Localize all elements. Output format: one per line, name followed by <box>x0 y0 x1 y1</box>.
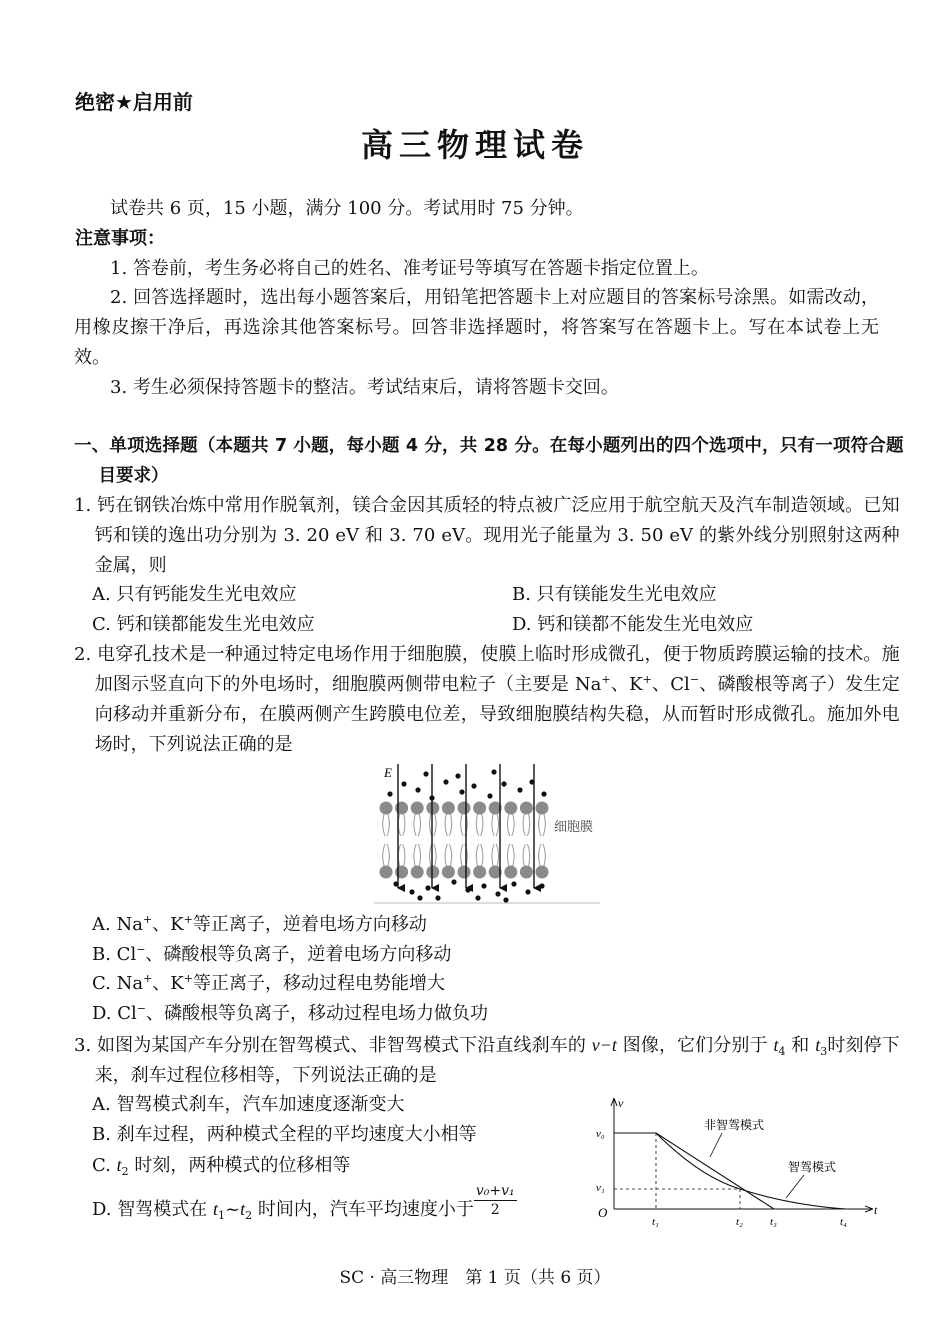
q1-option-a: A. 只有钙能发生光电效应 <box>92 584 297 605</box>
notes-heading: 注意事项： <box>75 228 165 249</box>
y-axis-label: v <box>618 1096 624 1110</box>
ion-dot <box>491 769 496 774</box>
lipid-head-bottom <box>426 866 439 879</box>
membrane-label: 细胞膜 <box>554 820 594 835</box>
page-footer: SC · 高三物理 第 1 页（共 6 页） <box>339 1268 611 1288</box>
lipid-head-top <box>536 802 549 815</box>
lipid-head-bottom <box>520 866 533 879</box>
x-tick-t1: t₁ <box>652 1216 659 1228</box>
q2-option-d: D. Cl−、磷酸根等负离子，移动过程电场力做负功 <box>92 1002 488 1024</box>
section-heading: 一、单项选择题（本题共 7 小题，每小题 4 分，共 28 分。在每小题列出的四个选项中，只有一项符合题目要求） <box>74 436 904 486</box>
ion-dot <box>409 889 414 894</box>
q2-option-c: C. Na+、K+等正离子，移动过程电势能增大 <box>92 972 445 994</box>
ion-dot <box>481 883 486 888</box>
ion-dot <box>475 895 480 900</box>
lipid-bilayer <box>380 802 549 879</box>
ion-dot <box>465 887 470 892</box>
ion-dot <box>539 883 544 888</box>
lipid-head-bottom <box>458 866 471 879</box>
q2-option-b: B. Cl−、磷酸根等负离子，逆着电场方向移动 <box>92 943 452 965</box>
ion-dot <box>435 895 440 900</box>
lipid-head-top <box>380 802 393 815</box>
ion-dot <box>525 889 530 894</box>
lipid-head-top <box>411 802 424 815</box>
lipid-head-bottom <box>536 866 549 879</box>
note-item-2: 2. 回答选择题时，选出每小题答案后，用铅笔把答题卡上对应题目的答案标号涂黑。如需改动，用橡皮擦干净后，再选涂其他答案标号。回答非选择题时，将答案写在答题卡上。写在本试卷上无效。 <box>74 287 879 368</box>
ion-dot <box>443 779 448 784</box>
vt-graph <box>590 1093 890 1233</box>
lipid-head-top <box>520 802 533 815</box>
x-tick-t2: t₂ <box>736 1216 743 1228</box>
lipid-head-bottom <box>380 866 393 879</box>
ion-dot <box>459 789 464 794</box>
lipid-head-top <box>442 802 455 815</box>
cell-membrane-figure <box>374 760 614 908</box>
q3-option-b: B. 刹车过程，两种模式全程的平均速度大小相等 <box>92 1124 477 1145</box>
lipid-head-bottom <box>395 866 408 879</box>
x-axis-label: t <box>874 1203 878 1217</box>
ion-dot <box>471 783 476 788</box>
confidential-label: 绝密★启用前 <box>75 90 193 114</box>
lipid-head-bottom <box>411 866 424 879</box>
series-label-non-smart: 非智驾模式 <box>704 1118 765 1132</box>
ion-dot <box>503 897 508 902</box>
lipid-head-top <box>504 802 517 815</box>
ion-dot <box>417 895 422 900</box>
q3-option-d: D. 智驾模式在 $t_1\sim t_2$ 时间内，汽车平均速度小于 $\frac{\text{v₀+v₁}}{2}$ <box>92 1182 515 1222</box>
q1-option-b: B. 只有镁能发生光电效应 <box>512 584 717 605</box>
lipid-head-top <box>426 802 439 815</box>
note-item-3: 3. 考生必须保持答题卡的整洁。考试结束后，请将答题卡交回。 <box>110 377 619 398</box>
origin-label: O <box>598 1205 608 1220</box>
ion-dot <box>511 881 516 886</box>
q3-option-a: A. 智驾模式刹车，汽车加速度逐渐变大 <box>92 1094 405 1115</box>
exam-intro: 试卷共 6 页，15 小题，满分 100 分。考试用时 75 分钟。 <box>110 198 584 219</box>
series-label-smart: 智驾模式 <box>788 1160 837 1174</box>
ion-dot <box>451 879 456 884</box>
lipid-head-bottom <box>504 866 517 879</box>
ion-dot <box>501 781 506 786</box>
lipid-head-top <box>458 802 471 815</box>
ion-dot <box>541 791 546 796</box>
ion-dot <box>425 885 430 890</box>
q1-stem: 1. 钙在钢铁冶炼中常用作脱氧剂，镁合金因其质轻的特点被广泛应用于航空航天及汽车制造领域。已知钙和镁的逸出功分别为 3. 20 eV 和 3. 70 eV。现用光子能量为 3. 50 eV 的紫外线分别照射这两种金属，则 <box>74 495 900 576</box>
q3-option-c: C. $t_2$ 时刻，两种模式的位移相等 <box>92 1155 351 1178</box>
q2-stem: 2. 电穿孔技术是一种通过特定电场作用于细胞膜，使膜上临时形成微孔，便于物质跨膜运输的技术。施加图示竖直向下的外电场时，细胞膜两侧带电粒子（主要是 Na+、K+、Cl−、磷酸根等离子）发生定向移动并重新分布，在膜两侧产生跨膜电位差，导致细胞膜结构失稳，从而暂时形成微孔。施加外电场时，下列说法正确的是 <box>74 644 900 755</box>
y-tick-v1: v₁ <box>596 1182 605 1194</box>
lipid-head-bottom <box>473 866 486 879</box>
field-e-label: E <box>384 765 392 780</box>
lipid-head-top <box>473 802 486 815</box>
ion-dots <box>387 769 546 902</box>
ion-dot <box>517 787 522 792</box>
fraction: $\frac{\text{v₀+v₁}}{2}$ <box>475 1182 515 1218</box>
lipid-head-top <box>395 802 408 815</box>
q3-stem: 3. 如图为某国产车分别在智驾模式、非智驾模式下沿直线刹车的 v−t 图像，它们分别于 $t_4$ 和 $t_3$时刻停下来，刹车过程位移相等，下列说法正确的是 <box>74 1035 900 1086</box>
lipid-head-bottom <box>442 866 455 879</box>
note-item-1: 1. 答卷前，考生务必将自己的姓名、准考证号等填写在答题卡指定位置上。 <box>110 258 709 279</box>
y-tick-v0: v₀ <box>596 1128 605 1140</box>
ion-dot <box>423 771 428 776</box>
series-non-smart <box>656 1133 774 1209</box>
ion-dot <box>401 781 406 786</box>
ion-dot <box>495 891 500 896</box>
ion-dot <box>487 793 492 798</box>
page-title: 高三物理试卷 <box>360 126 589 164</box>
ion-dot <box>415 787 420 792</box>
x-tick-t3: t₃ <box>770 1216 777 1228</box>
ion-dot <box>455 773 460 778</box>
ion-dot <box>387 791 392 796</box>
q2-option-a: A. Na+、K+等正离子，逆着电场方向移动 <box>92 913 427 935</box>
x-tick-t4: t₄ <box>840 1216 847 1228</box>
q1-option-d: D. 钙和镁都不能发生光电效应 <box>512 614 754 635</box>
q1-option-c: C. 钙和镁都能发生光电效应 <box>92 614 315 635</box>
